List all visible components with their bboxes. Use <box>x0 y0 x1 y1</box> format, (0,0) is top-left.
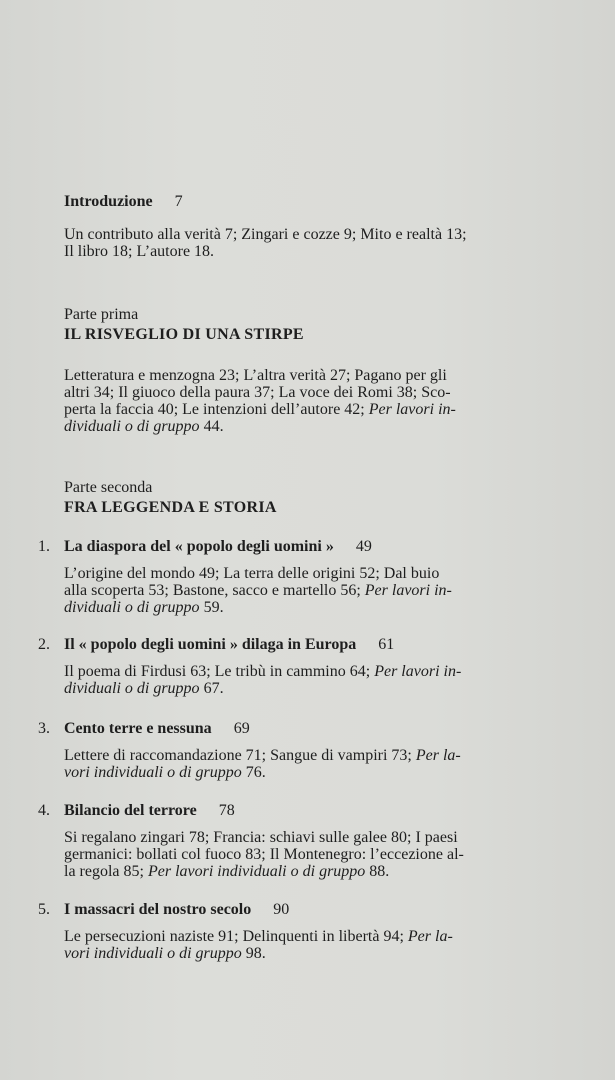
chapter-number: 2. <box>38 636 50 653</box>
entry-text: perta la faccia 40; Le intenzioni dell’autore 42; <box>64 401 369 418</box>
chapter-heading <box>64 720 564 738</box>
chapter-title: Il « popolo degli uomini » dilaga in Europa <box>64 636 357 653</box>
part1-summary <box>64 368 564 436</box>
chapter-number: 4. <box>38 802 50 819</box>
chapter-summary <box>64 664 564 698</box>
entry-text: L’origine del mondo 49; La terra delle origini 52; Dal buio <box>64 565 440 582</box>
chapter-title: La diaspora del « popolo degli uomini » <box>64 538 334 555</box>
entry-italic-text: vori individuali o di gruppo <box>64 945 242 962</box>
chapter-title: Cento terre e nessuna <box>64 720 212 737</box>
chapter-title: Bilancio del terrore <box>64 802 197 819</box>
chapter-summary <box>64 566 564 617</box>
summary-line <box>64 748 564 764</box>
entry-italic-text: Per lavori in- <box>364 582 452 599</box>
summary-line <box>64 385 564 401</box>
summary-line <box>64 946 564 962</box>
chapter-summary <box>64 748 564 782</box>
entry-text: Il poema di Firdusi 63; Le tribù in cammino 64; <box>64 663 375 680</box>
entry-page-ref: 76. <box>241 764 266 781</box>
entry-page-ref: 44. <box>199 418 224 435</box>
chapter-page-number: 61 <box>378 636 395 653</box>
intro-heading <box>64 193 564 211</box>
chapter-page-number: 90 <box>273 901 290 918</box>
summary-line <box>64 566 564 582</box>
chapter-summary <box>64 830 564 881</box>
part2-title: FRA LEGGENDA E STORIA <box>64 499 277 516</box>
chapter-title: I massacri del nostro secolo <box>64 901 252 918</box>
entry-page-ref: 98. <box>241 945 266 962</box>
entry-text: germanici: bollati col fuoco 83; Il Montenegro: l’eccezione al- <box>64 846 464 863</box>
summary-line <box>64 664 564 680</box>
summary-line <box>64 402 564 418</box>
summary-line <box>64 583 564 599</box>
entry-text: altri 34; Il giuoco della paura 37; La voce dei Romi 38; Sco- <box>64 384 451 401</box>
summary-line <box>64 368 564 384</box>
chapter-number: 5. <box>38 901 50 918</box>
chapter-page-number: 78 <box>218 802 235 819</box>
summary-line <box>64 681 564 697</box>
entry-text: Letteratura e menzogna 23; L’altra verità 27; Pagano per gli <box>64 367 447 384</box>
chapter-heading <box>64 636 564 654</box>
entry-italic-text: dividuali o di gruppo <box>64 599 200 616</box>
summary-line: Un contributo alla verità 7; Zingari e cozze 9; Mito e realtà 13; <box>64 226 467 243</box>
entry-italic-text: Per la- <box>407 928 453 945</box>
chapter-page-number: 49 <box>355 538 372 555</box>
entry-italic-text: Per lavori individuali o di gruppo <box>147 863 366 880</box>
intro-page-number: 7 <box>174 193 183 210</box>
chapter-heading <box>64 901 564 919</box>
summary-line <box>64 847 564 863</box>
part1-title: IL RISVEGLIO DI UNA STIRPE <box>64 326 304 343</box>
summary-line <box>64 765 564 781</box>
summary-line <box>64 929 564 945</box>
summary-line <box>64 864 564 880</box>
summary-line <box>64 600 564 616</box>
entry-page-ref: 88. <box>365 863 390 880</box>
chapter-page-number: 69 <box>233 720 250 737</box>
chapter-summary <box>64 929 564 963</box>
summary-line <box>64 419 564 435</box>
entry-italic-text: Per la- <box>415 747 461 764</box>
entry-text: alla scoperta 53; Bastone, sacco e martello 56; <box>64 582 365 599</box>
entry-italic-text: Per lavori in- <box>368 401 456 418</box>
chapter-heading <box>64 802 564 820</box>
entry-text: la regola 85; <box>64 863 148 880</box>
entry-italic-text: Per lavori in- <box>374 663 462 680</box>
entry-text: Lettere di raccomandazione 71; Sangue di vampiri 73; <box>64 747 416 764</box>
entry-italic-text: dividuali o di gruppo <box>64 680 200 697</box>
chapter-number: 1. <box>38 538 50 555</box>
chapter-number: 3. <box>38 720 50 737</box>
summary-line <box>64 830 564 846</box>
entry-italic-text: dividuali o di gruppo <box>64 418 200 435</box>
entry-italic-text: vori individuali o di gruppo <box>64 764 242 781</box>
intro-title: Introduzione <box>64 193 153 210</box>
part1-label: Parte prima <box>64 306 139 323</box>
entry-page-ref: 67. <box>199 680 224 697</box>
chapter-heading <box>64 538 564 556</box>
part2-label: Parte seconda <box>64 479 153 496</box>
intro-summary <box>64 227 564 260</box>
entry-text: Si regalano zingari 78; Francia: schiavi sulle galee 80; I paesi <box>64 829 458 846</box>
entry-text: Le persecuzioni naziste 91; Delinquenti in libertà 94; <box>64 928 408 945</box>
summary-line: Il libro 18; L’autore 18. <box>64 243 215 260</box>
entry-page-ref: 59. <box>199 599 224 616</box>
